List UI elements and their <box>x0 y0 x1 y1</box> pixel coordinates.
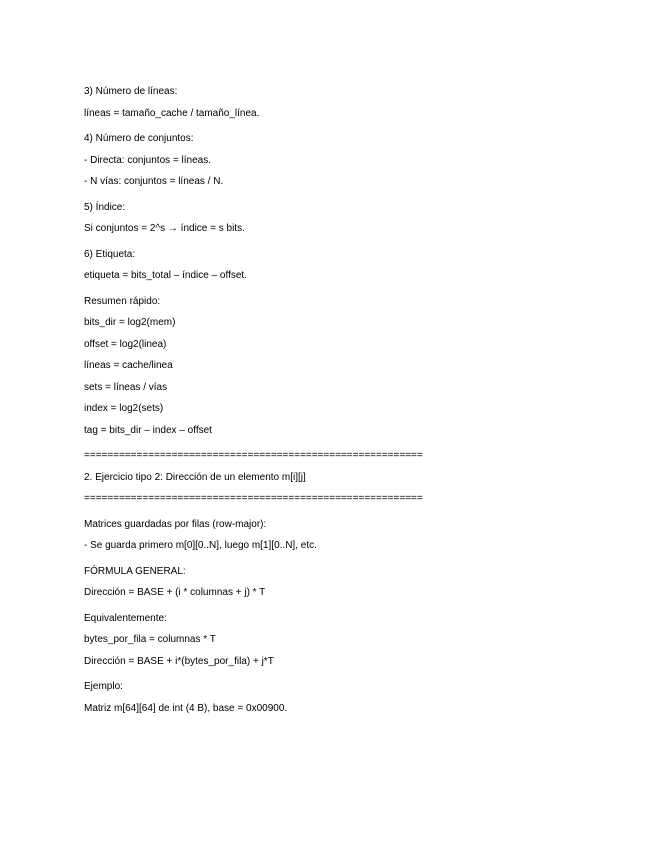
heading-number-of-sets: 4) Número de conjuntos: <box>84 133 194 144</box>
heading-index: 5) Índice: <box>84 201 126 213</box>
formula-bytes-per-row: bytes_por_fila = columnas * T <box>84 634 216 645</box>
separator-line-bottom: ========================================================== <box>84 493 423 504</box>
separator-line-top: ========================================================== <box>84 450 423 461</box>
summary-sets: sets = líneas / vías <box>84 381 168 393</box>
text-row-major: Matrices guardadas por filas (row-major): <box>84 518 267 530</box>
document-page <box>84 86 604 714</box>
summary-bits-dir: bits_dir = log2(mem) <box>84 317 176 328</box>
text-row-order: - Se guarda primero m[0][0..N], luego m[1][0..N], etc. <box>84 540 317 551</box>
heading-number-of-lines: 3) Número de líneas: <box>84 86 178 97</box>
section-title-exercise-2: 2. Ejercicio tipo 2: Dirección de un elemento m[i][j] <box>84 471 306 483</box>
heading-quick-summary: Resumen rápido: <box>84 295 161 307</box>
formula-index: Si conjuntos = 2^s → índice = s bits. <box>84 223 245 234</box>
summary-lines: líneas = cache/linea <box>84 360 173 371</box>
formula-lines: líneas = tamaño_cache / tamaño_línea. <box>84 107 260 119</box>
formula-tag: etiqueta = bits_total – índice – offset. <box>84 270 247 281</box>
text-example-matrix: Matriz m[64][64] de int (4 B), base = 0x00900. <box>84 702 288 714</box>
heading-equivalently: Equivalentemente: <box>84 612 167 624</box>
summary-offset: offset = log2(linea) <box>84 338 167 350</box>
heading-example: Ejemplo: <box>84 681 123 692</box>
formula-address: Dirección = BASE + (i * columnas + j) * T <box>84 587 266 598</box>
summary-tag: tag = bits_dir – index – offset <box>84 424 212 436</box>
text-direct-sets: - Directa: conjuntos = líneas. <box>84 154 212 166</box>
text-n-way-sets: - N vías: conjuntos = líneas / N. <box>84 176 224 187</box>
heading-general-formula: FÓRMULA GENERAL: <box>84 565 186 577</box>
summary-index: index = log2(sets) <box>84 403 164 414</box>
formula-address-alt: Dirección = BASE + i*(bytes_por_fila) + j*T <box>84 655 274 667</box>
heading-tag: 6) Etiqueta: <box>84 248 136 260</box>
